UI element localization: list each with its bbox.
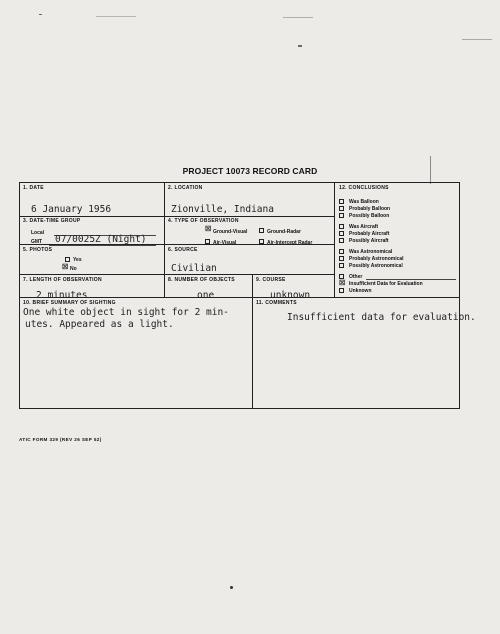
gmt-underline [49,245,156,246]
possibly-aircraft-checkbox[interactable] [339,238,344,243]
other-underline [366,279,456,280]
length-label: 7. LENGTH OF OBSERVATION [23,277,102,283]
photos-no-option: No [70,266,77,272]
possibly-balloon-checkbox[interactable] [339,213,344,218]
objects-label: 8. NUMBER OF OBJECTS [168,277,235,283]
insufficient-data-option: Insufficient Data for Evaluation [349,281,423,287]
scan-speck [462,39,492,40]
photos-no-checkbox[interactable]: ☒ [62,264,69,271]
record-card [19,182,476,409]
possibly-aircraft-option: Possibly Aircraft [349,238,389,244]
length-value: 2 minutes [36,290,88,301]
probably-astronomical-option: Probably Astronomical [349,256,404,262]
was-balloon-option: Was Balloon [349,199,379,205]
source-label: 6. SOURCE [168,247,198,253]
was-aircraft-option: Was Aircraft [349,224,379,230]
source-value: Civilian [171,263,217,274]
air-intercept-radar-checkbox[interactable] [259,239,264,244]
probably-aircraft-checkbox[interactable] [339,231,344,236]
card-left-border [19,182,20,409]
scan-speck [230,586,233,589]
air-intercept-radar-option: Air-Intercept Radar [267,240,313,246]
was-astronomical-option: Was Astronomical [349,249,393,255]
scan-speck [298,45,302,47]
course-value: unknown [270,290,311,301]
photos-yes-option: Yes [73,257,82,263]
card-title: PROJECT 10073 RECORD CARD [182,166,318,176]
scan-speck [96,16,136,17]
row-divider [19,216,334,217]
air-visual-option: Air-Visual [213,240,237,246]
form-identifier: ATIC FORM 329 (REV 26 SEP 52) [19,437,102,442]
card-right-border [459,182,460,409]
unknown-option: Unknown [349,288,372,294]
scan-speck [283,17,313,18]
location-label: 2. LOCATION [168,185,203,191]
ground-radar-option: Ground-Radar [267,229,301,235]
date-value: 6 January 1956 [31,204,112,215]
column-divider [164,182,165,297]
column-divider [334,182,335,297]
scan-speck [39,14,42,15]
row-divider [19,274,334,275]
ground-visual-checkbox[interactable]: ☒ [205,226,212,233]
gmt-label: GMT [31,239,43,245]
ground-visual-option: Ground-Visual [213,229,248,235]
ground-radar-checkbox[interactable] [259,228,264,233]
comments-value: Insufficient data for evaluation. [287,312,476,323]
comments-label: 11. COMMENTS [256,300,297,306]
possibly-balloon-option: Possibly Balloon [349,213,390,219]
possibly-astronomical-option: Possibly Astronomical [349,263,403,269]
insufficient-data-checkbox[interactable]: ☒ [339,280,346,287]
gmt-value: 07/0025Z (Night) [55,234,147,245]
probably-astronomical-checkbox[interactable] [339,256,344,261]
possibly-astronomical-checkbox[interactable] [339,263,344,268]
observation-type-label: 4. TYPE OF OBSERVATION [168,218,239,224]
probably-balloon-option: Probably Balloon [349,206,391,212]
summary-label: 10. BRIEF SUMMARY OF SIGHTING [23,300,116,306]
datetime-label: 3. DATE-TIME GROUP [23,218,81,224]
was-balloon-checkbox[interactable] [339,199,344,204]
unknown-checkbox[interactable] [339,288,344,293]
photos-label: 5. PHOTOS [23,247,53,253]
was-aircraft-checkbox[interactable] [339,224,344,229]
scan-speck [430,156,431,184]
card-bottom-border [19,408,460,409]
other-option: Other [349,274,363,280]
summary-line: One white object in sight for 2 min- [23,307,229,318]
summary-line: utes. Appeared as a light. [25,319,174,330]
was-astronomical-checkbox[interactable] [339,249,344,254]
air-visual-checkbox[interactable] [205,239,210,244]
location-value: Zionville, Indiana [171,204,274,215]
card-top-border [19,182,460,183]
photos-yes-checkbox[interactable] [65,257,70,262]
probably-balloon-checkbox[interactable] [339,206,344,211]
other-checkbox[interactable] [339,274,344,279]
probably-aircraft-option: Probably Aircraft [349,231,390,237]
conclusions-label: 12. CONCLUSIONS [339,185,389,191]
date-label: 1. DATE [23,185,44,191]
column-divider [252,274,253,409]
objects-value: one [197,290,215,301]
course-label: 9. COURSE [256,277,286,283]
local-label: Local [31,230,45,236]
